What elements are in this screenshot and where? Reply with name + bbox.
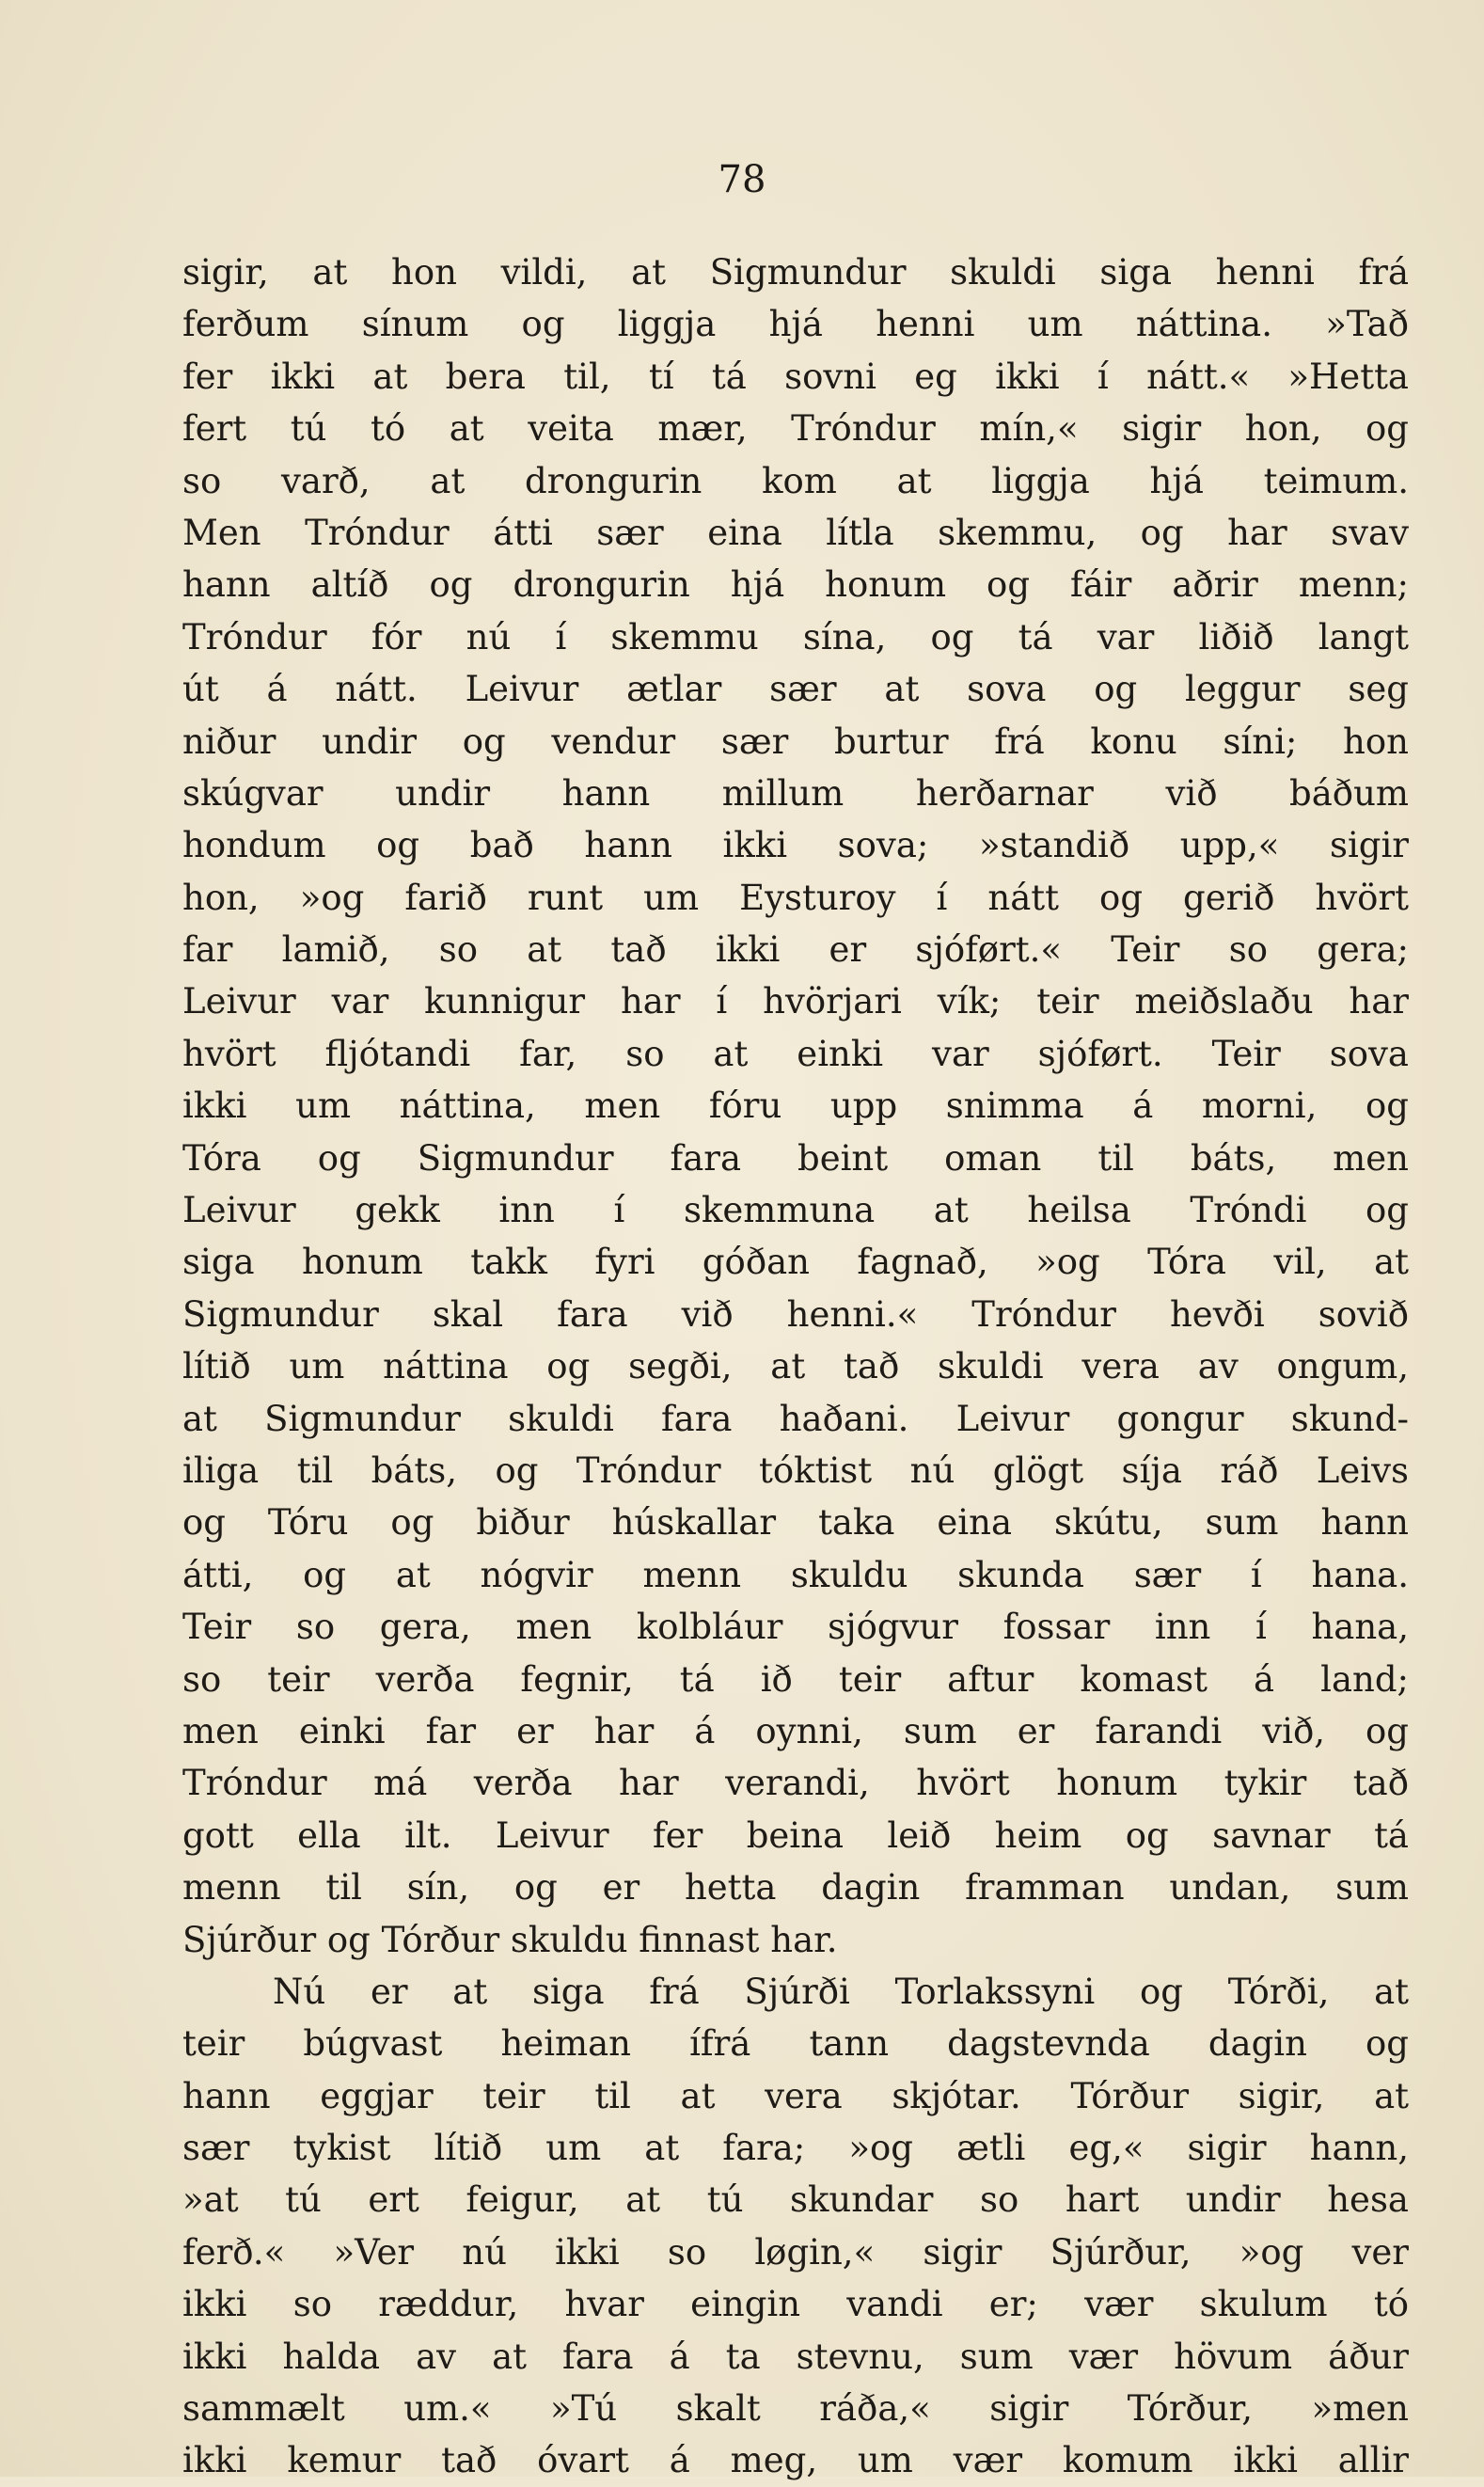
text-line: iliga til báts, og Tróndur tóktist nú glögt síja ráð Leivs	[182, 1449, 1409, 1491]
text-line: Men Tróndur átti sær eina lítla skemmu, og har svav	[182, 512, 1409, 553]
text-line: men einki far er har á oynni, sum er farandi við, og	[182, 1710, 1409, 1751]
text-line: ferð.« »Ver nú ikki so løgin,« sigir Sjúrður, »og ver	[182, 2231, 1409, 2273]
text-line: far lamið, so at tað ikki er sjóført.« Teir so gera;	[182, 929, 1409, 971]
text-line: sammælt um.« »Tú skalt ráða,« sigir Tórður, »men	[182, 2388, 1409, 2430]
text-line: sær tykist lítið um at fara; »og ætli eg,« sigir hann,	[182, 2128, 1409, 2169]
text-line: Sigmundur skal fara við henni.« Tróndur hevði sovið	[182, 1293, 1409, 1335]
text-line: niður undir og vendur sær burtur frá konu síni; hon	[182, 721, 1409, 762]
text-line: hann altíð og drongurin hjá honum og fáir aðrir menn;	[182, 564, 1409, 606]
text-line: »at tú ert feigur, at tú skundar so hart undir hesa	[182, 2179, 1409, 2221]
text-line: hon, »og farið runt um Eysturoy í nátt og gerið hvört	[182, 877, 1409, 918]
paragraph-end-line: Sjúrður og Tórður skuldu finnast har.	[182, 1919, 838, 1960]
text-line: og Tóru og biður húskallar taka eina skútu, sum hann	[182, 1502, 1409, 1544]
text-line: so varð, at drongurin kom at liggja hjá teimum.	[182, 460, 1409, 501]
text-line: Tróndur fór nú í skemmu sína, og tá var liðið langt	[182, 616, 1409, 657]
text-line: ferðum sínum og liggja hjá henni um náttina. »Tað	[182, 304, 1409, 345]
text-line: Tóra og Sigmundur fara beint oman til báts, men	[182, 1137, 1409, 1179]
paragraph-start-line: Nú er at siga frá Sjúrði Torlakssyni og Tórði, at	[273, 1971, 1409, 2012]
text-line: hondum og bað hann ikki sova; »standið upp,« sigir	[182, 825, 1409, 866]
text-line: Leivur var kunnigur har í hvörjari vík; teir meiðslaðu har	[182, 981, 1409, 1022]
text-line: ikki um náttina, men fóru upp snimma á morni, og	[182, 1085, 1409, 1127]
text-line: hvört fljótandi far, so at einki var sjóført. Teir sova	[182, 1033, 1409, 1074]
text-line: menn til sín, og er hetta dagin framman undan, sum	[182, 1867, 1409, 1909]
text-line: ikki halda av at fara á ta stevnu, sum vær hövum áður	[182, 2336, 1409, 2377]
text-line: fer ikki at bera til, tí tá sovni eg ikki í nátt.« »Hetta	[182, 356, 1409, 397]
text-line: hann eggjar teir til at vera skjótar. Tórður sigir, at	[182, 2075, 1409, 2116]
text-line: sigir, at hon vildi, at Sigmundur skuldi siga henni frá	[182, 252, 1409, 293]
text-line: Teir so gera, men kolbláur sjógvur fossar inn í hana,	[182, 1607, 1409, 1648]
body-text	[182, 246, 1409, 2487]
text-line: lítið um náttina og segði, at tað skuldi vera av ongum,	[182, 1346, 1409, 1387]
text-line: so teir verða fegnir, tá ið teir aftur komast á land;	[182, 1658, 1409, 1700]
text-line: fert tú tó at veita mær, Tróndur mín,« sigir hon, og	[182, 408, 1409, 450]
page-number: 78	[718, 158, 766, 201]
text-line: teir búgvast heiman ífrá tann dagstevnda dagin og	[182, 2023, 1409, 2065]
text-line: at Sigmundur skuldi fara haðani. Leivur gongur skund-	[182, 1398, 1409, 1439]
text-line: gott ella ilt. Leivur fer beina leið heim og savnar tá	[182, 1814, 1409, 1856]
text-line: út á nátt. Leivur ætlar sær at sova og leggur seg	[182, 669, 1409, 710]
text-line: ikki so ræddur, hvar eingin vandi er; vær skulum tó	[182, 2284, 1409, 2325]
text-line: skúgvar undir hann millum herðarnar við báðum	[182, 772, 1409, 814]
text-line: Tróndur má verða har verandi, hvört honum tykir tað	[182, 1763, 1409, 1804]
text-line: átti, og at nógvir menn skuldu skunda sær í hana.	[182, 1554, 1409, 1595]
text-line: ikki kemur tað óvart á meg, um vær komum ikki allir	[182, 2440, 1409, 2481]
text-line: siga honum takk fyri góðan fagnað, »og Tóra vil, at	[182, 1242, 1409, 1283]
text-line: Leivur gekk inn í skemmuna at heilsa Tróndi og	[182, 1190, 1409, 1231]
